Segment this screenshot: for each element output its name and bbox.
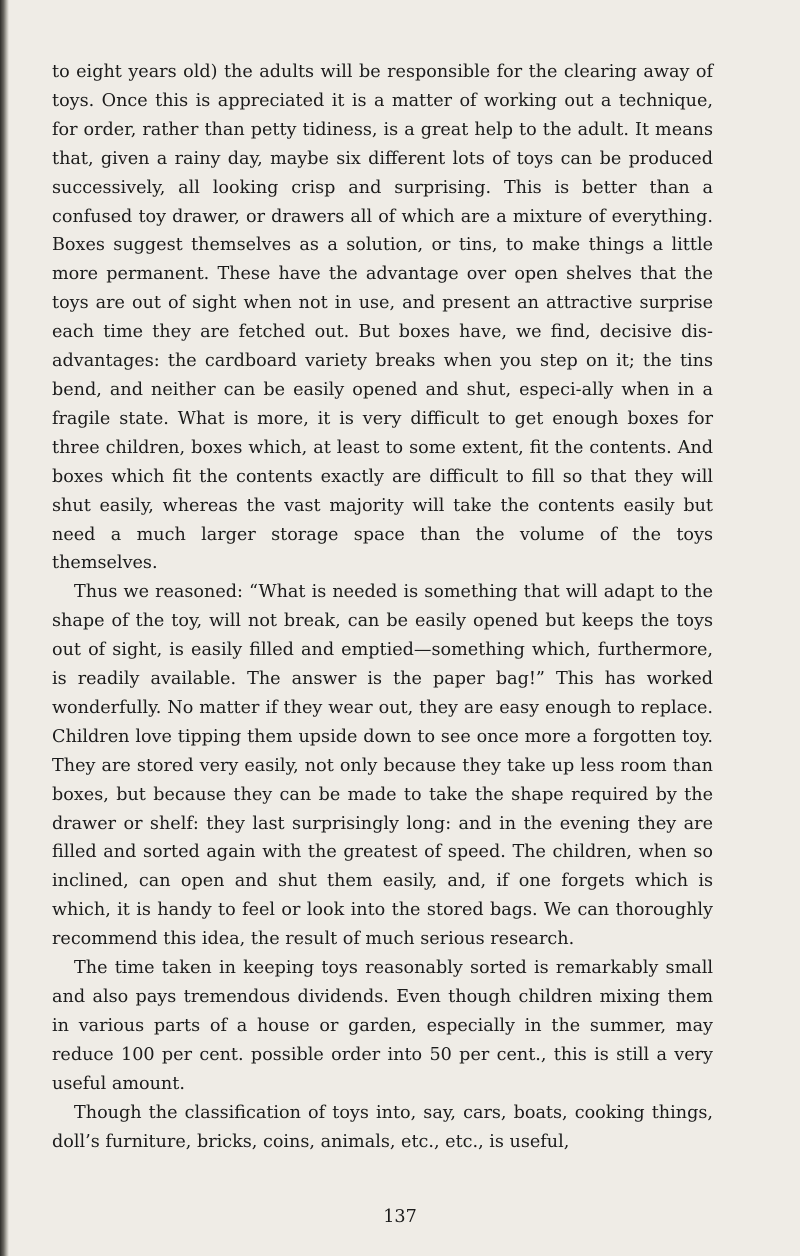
paragraph-2: Thus we reasoned: “What is needed is something that will adapt to the shape of the toy, will not break, can be easily opened but keeps the toys out of sight, is easily filled and emptied—something which, furthermore, is readily available. The answer is the paper bag!” This has worked wonderfully. No matter if they wear out, they are easy enough to replace. Children love tipping them upside down to see once more a forgotten toy. They are stored very easily, not only because they take up less room than boxes, but because they can be made to take the shape required by the drawer or shelf: they last surprisingly long: and in the evening they are filled and sorted again with the greatest of speed. The children, when so inclined, can open and shut them easily, and, if one forgets which is which, it is handy to feel or look into the stored bags. We can thoroughly recommend this idea, the result of much serious research. xyxy=(52,582,713,950)
paragraph-3: The time taken in keeping toys reasonably sorted is remarkably small and also pays tremendous dividends. Even though children mixing them in various parts of a house or garden, especially in the summer, may reduce 100 per cent. possible order into 50 per cent., this is still a very useful amount. xyxy=(52,958,713,1094)
body-text xyxy=(52,58,713,1156)
binding-edge xyxy=(0,0,9,1256)
paragraph-4: Though the classification of toys into, say, cars, boats, cooking things, doll’s furniture, bricks, coins, animals, etc., etc., is useful, xyxy=(52,1102,713,1152)
paragraph-1: to eight years old) the adults will be responsible for the clearing away of toys. Once this is appreciated it is a matter of working out a technique, for order, rather than petty tidiness, is a great help to the adult. It means that, given a rainy day, maybe six different lots of toys can be produced successively, all looking crisp and surprising. This is better than a confused toy drawer, or drawers all of which are a mixture of everything. Boxes suggest themselves as a solution, or tins, to make things a little more permanent. These have the advantage over open shelves that the toys are out of sight when not in use, and present an attractive surprise each time they are fetched out. But boxes have, we find, decisive dis-advantages: the cardboard variety breaks when you step on it; the tins bend, and neither can be easily opened and shut, especi-ally when in a fragile state. What is more, it is very difficult to get enough boxes for three children, boxes which, at least to some extent, fit the contents. And boxes which fit the contents exactly are difficult to fill so that they will shut easily, whereas the vast majority will take the contents easily but need a much larger storage space than the volume of the toys themselves. xyxy=(52,62,713,574)
page-number: 137 xyxy=(383,1207,417,1227)
